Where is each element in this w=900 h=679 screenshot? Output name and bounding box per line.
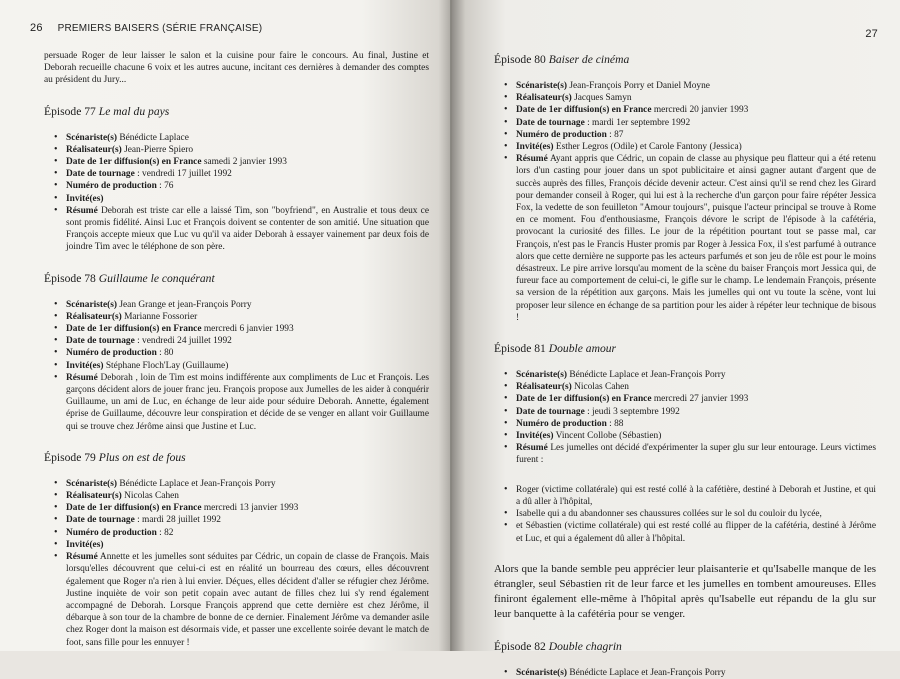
episode-79-heading bbox=[44, 450, 429, 465]
detail-item bbox=[44, 193, 429, 205]
detail-item bbox=[44, 514, 429, 526]
detail-label: Numéro de production bbox=[66, 527, 157, 538]
detail-item bbox=[44, 168, 429, 180]
detail-value: Bénédicte Laplace et Jean-François Porry bbox=[117, 478, 276, 489]
detail-item bbox=[44, 527, 429, 539]
episode-heading-title: Double amour bbox=[548, 342, 617, 356]
detail-label: Réalisateur(s) bbox=[66, 311, 122, 322]
detail-label: Date de 1er diffusion(s) en France bbox=[66, 503, 202, 514]
detail-value: Bénédicte Laplace et Jean-François Porry bbox=[567, 667, 726, 678]
episode-80-heading bbox=[494, 52, 876, 67]
episode-heading-number: Épisode 79 bbox=[44, 450, 96, 464]
detail-value: Jean Grange et jean-François Porry bbox=[117, 299, 252, 310]
detail-value: Annette et les jumelles sont séduites par Cédric, un copain de classe de François. Mais lorsqu'elles découvrent que celui-ci est en réalité un bourreau des cœurs, elles découvrent également que Roger n'a rien à lui envier. Déçues, elles décident d'aller se réfugier chez Jérôme. Justine inquiète de voir son petit copain avec autant de filles chez lui s'y rend également accompagné de Deborah. Lorsque François apprend que cette dernière est chez Jérôme, il débarque à son tour de la chambre de bonne de ce dernier. Finalement Jérôme va demander asile chez Roger dont la maison est désormais vide, et passer une excellente soirée devant le match de foot, sans fille pour les ennuyer ! bbox=[66, 552, 429, 648]
detail-value: mercredi 13 janvier 1993 bbox=[201, 503, 299, 514]
detail-label: Scénariste(s) bbox=[66, 299, 118, 310]
detail-value: Ayant appris que Cédric, un copain de classe au physique peu flatteur qui a été retenu lors d'un casting pour jouer dans un spot publicitaire et ainsi gagner autant d'argent que de succès auprès des filles, François décide devenir acteur. C'est ainsi qu'il se rend chez les Girard pour demander conseil à Roger, qui lui est à la recherche d'un garçon pour faire répéter Jessica Fox, la vedette de son feuilleton "Amour toujours", puisque l'acteur principal se trouve à Rome en ce moment. Fou d'enthousiasme, François dévore le script de l'épisode à la cafétéria, provocant la curiosité des filles. Le jour de la répétition pourtant tout se passe mal, car François, n'est pas le Francis Huster promis par Roger à Jessica Fox, il s'est parfumé à outrance alors que cette dernière ne supporte pas les acteurs parfumés et son jeu de rôle est pour le moins désastreux. Le pire arrive lorsqu'au moment de la scène du baiser François mort Jessica qui, de fureur face au comportement de celui-ci, le gifle sur le champ. Le lendemain François, présente sa version de la répétition aux garçons. Mais les jumelles qui ont vu toute la scène, vont lui proposer leur silence en échange de sa partition pour les aider à répéter leur technique de bisous ! bbox=[516, 154, 876, 323]
detail-value: : mardi 1er septembre 1992 bbox=[584, 117, 691, 128]
detail-value: Nicolas Cahen bbox=[121, 491, 179, 502]
detail-label: Date de 1er diffusion(s) en France bbox=[66, 324, 202, 335]
detail-label: Invité(es) bbox=[66, 193, 104, 204]
detail-label: Date de 1er diffusion(s) en France bbox=[66, 157, 202, 168]
detail-value: Bénédicte Laplace bbox=[117, 132, 189, 143]
episode-77-details bbox=[44, 132, 429, 254]
detail-value: Jacques Samyn bbox=[571, 93, 632, 104]
detail-label: Numéro de production bbox=[516, 418, 607, 429]
detail-item bbox=[494, 104, 876, 116]
detail-label: Invité(es) bbox=[516, 142, 554, 153]
detail-item bbox=[44, 502, 429, 514]
detail-value: Jean-Pierre Spiero bbox=[121, 144, 194, 155]
detail-item bbox=[44, 132, 429, 144]
detail-item bbox=[44, 205, 429, 254]
intro-paragraph: persuade Roger de leur laisser le salon et la cuisine pour faire le concours. Au final, Justine et Deborah recueille chacune 6 voix et les autres aucune, incitant ces dernières à demander des comptes au président du Jury... bbox=[44, 51, 429, 86]
detail-item bbox=[494, 92, 876, 104]
detail-item bbox=[44, 478, 429, 490]
detail-label: Scénariste(s) bbox=[66, 132, 118, 143]
episode-78-heading bbox=[44, 271, 429, 286]
episode-heading-title: Baiser de cinéma bbox=[548, 53, 630, 66]
detail-item bbox=[44, 311, 429, 323]
detail-item bbox=[44, 490, 429, 502]
detail-item bbox=[44, 335, 429, 347]
victims-list bbox=[494, 484, 876, 545]
detail-label: Invité(es) bbox=[66, 360, 104, 371]
episode-heading-title: Le mal du pays bbox=[98, 104, 170, 118]
detail-label: Numéro de production bbox=[66, 181, 157, 192]
episode-heading-title: Guillaume le conquérant bbox=[98, 271, 215, 285]
detail-label: Résumé bbox=[66, 552, 98, 563]
detail-label: Résumé bbox=[516, 443, 548, 454]
detail-label: Date de tournage bbox=[66, 169, 135, 180]
left-page bbox=[0, 0, 452, 651]
detail-label: Date de tournage bbox=[66, 336, 135, 347]
detail-value: : 80 bbox=[156, 348, 174, 359]
detail-item bbox=[44, 323, 429, 335]
detail-value: Esther Legros (Odile) et Carole Fantony (Jessica) bbox=[553, 142, 742, 153]
episode-81-heading bbox=[494, 341, 876, 356]
detail-label: Scénariste(s) bbox=[66, 478, 118, 489]
detail-value: : 82 bbox=[156, 527, 174, 538]
detail-item bbox=[494, 430, 876, 442]
detail-item bbox=[44, 156, 429, 168]
detail-value: : 88 bbox=[606, 418, 624, 429]
detail-value: mercredi 27 janvier 1993 bbox=[651, 394, 749, 405]
detail-value: Jean-François Porry et Daniel Moyne bbox=[567, 81, 710, 91]
detail-value: Vincent Collobe (Sébastien) bbox=[553, 431, 662, 442]
detail-label: Réalisateur(s) bbox=[516, 382, 572, 393]
detail-label: Résumé bbox=[66, 205, 98, 216]
detail-label: Date de tournage bbox=[516, 117, 585, 128]
detail-item bbox=[494, 406, 876, 418]
page-number: 26 bbox=[30, 22, 43, 34]
detail-value: samedi 2 janvier 1993 bbox=[201, 157, 287, 168]
detail-item bbox=[44, 551, 429, 649]
closing-paragraph: Alors que la bande semble peu apprécier leur plaisanterie et qu'Isabelle manque de les étrangler, seul Sébastien rit de leur farce et les jumelles en tombent amoureuses. Elles finiront également elle-même à l'hôpital après qu'Isabelle eut répandu de la glu sur leur banquette à la cafétéria pour se venger. bbox=[494, 562, 876, 620]
episode-80-details bbox=[494, 80, 876, 324]
detail-item bbox=[494, 393, 876, 405]
detail-item bbox=[44, 372, 429, 433]
detail-item bbox=[44, 299, 429, 311]
episode-heading-title: Plus on est de fous bbox=[98, 450, 186, 464]
detail-label: Résumé bbox=[66, 372, 98, 383]
detail-value: : vendredi 17 juillet 1992 bbox=[134, 169, 232, 180]
detail-value: mercredi 6 janvier 1993 bbox=[201, 324, 294, 335]
episode-82-details bbox=[494, 667, 876, 679]
episode-77-heading bbox=[44, 104, 429, 119]
detail-value: Marianne Fossorier bbox=[121, 311, 198, 322]
detail-item bbox=[494, 442, 876, 466]
detail-value: Bénédicte Laplace et Jean-François Porry bbox=[567, 370, 726, 381]
detail-value: : 76 bbox=[156, 181, 174, 192]
detail-value: Deborah , loin de Tim est moins indifférente aux compliments de Luc et François. Les garçons décident alors de jouer franc jeu. François propose aux Jumelles de les aider à conquérir Guillaume, un ami de Luc, en échange de leur aide pour séduire Deborah. Annette, également éprise de Guillaume, découvre leur conspiration et décide de se venger en allant voir Guillaume qui se trouve chez Jérôme ainsi que Justine et Luc. bbox=[66, 372, 429, 432]
right-page bbox=[452, 0, 900, 678]
detail-label: Scénariste(s) bbox=[516, 667, 568, 678]
episode-81-details bbox=[494, 369, 876, 467]
detail-label: Réalisateur(s) bbox=[516, 93, 572, 104]
running-head bbox=[30, 22, 262, 34]
victim-item: • Roger (victime collatérale) qui est resté collé à la cafétière, destiné à Deborah et Justine, et qui a dû aller à l'hôpital, bbox=[494, 484, 876, 508]
detail-label: Réalisateur(s) bbox=[66, 144, 122, 155]
page-number: 27 bbox=[865, 28, 878, 40]
detail-label: Scénariste(s) bbox=[516, 370, 568, 381]
episode-78-details bbox=[44, 299, 429, 433]
victim-item: • Isabelle qui a du abandonner ses chaussures collées sur le sol du couloir du lycée, bbox=[494, 508, 876, 520]
detail-item bbox=[44, 360, 429, 372]
detail-label: Invité(es) bbox=[516, 431, 554, 442]
detail-item bbox=[494, 141, 876, 153]
running-head-title: PREMIERS BAISERS (SÉRIE FRANÇAISE) bbox=[57, 23, 263, 34]
detail-value: : 87 bbox=[606, 129, 624, 140]
right-page-content bbox=[494, 52, 876, 679]
detail-item bbox=[494, 418, 876, 430]
victim-item: • et Sébastien (victime collatérale) qui est resté collé au flipper de la cafétéria, destiné à Jérôme et Luc, et qui a également dû aller à l'hôpital. bbox=[494, 520, 876, 544]
detail-value: Les jumelles ont décidé d'expérimenter la super glu sur leur entourage. Leurs victimes furent : bbox=[516, 443, 876, 466]
left-page-content bbox=[44, 50, 429, 649]
episode-heading-number: Épisode 81 bbox=[494, 342, 546, 356]
detail-item bbox=[494, 129, 876, 141]
detail-value: : jeudi 3 septembre 1992 bbox=[584, 406, 680, 417]
detail-label: Numéro de production bbox=[516, 129, 607, 140]
detail-value: Deborah est triste car elle a laissé Tim, son "boyfriend", en Australie et tous deux ce sont promis fidélité. Ainsi Luc et François doivent se contenter de son amitié. Une situation que François accepte mieux que Luc vu qu'il va aider Deborah à essayer vainement par deux fois de joindre Tim avec le téléphone de son père. bbox=[66, 205, 429, 253]
detail-label: Date de 1er diffusion(s) en France bbox=[516, 105, 652, 116]
detail-label: Date de tournage bbox=[516, 406, 585, 417]
detail-label: Invité(es) bbox=[66, 539, 104, 550]
detail-item bbox=[44, 144, 429, 156]
episode-heading-number: Épisode 80 bbox=[494, 53, 546, 66]
detail-label: Réalisateur(s) bbox=[66, 491, 122, 502]
episode-heading-number: Épisode 78 bbox=[44, 271, 96, 285]
detail-label: Résumé bbox=[516, 154, 548, 165]
detail-label: Scénariste(s) bbox=[516, 81, 568, 91]
detail-value: mercredi 20 janvier 1993 bbox=[651, 105, 749, 116]
detail-label: Date de 1er diffusion(s) en France bbox=[516, 394, 652, 405]
detail-item bbox=[494, 369, 876, 381]
detail-item bbox=[494, 153, 876, 324]
episode-79-details bbox=[44, 478, 429, 649]
detail-item bbox=[494, 117, 876, 129]
detail-value: Stéphane Floch'Lay (Guillaume) bbox=[103, 360, 229, 371]
detail-item bbox=[494, 80, 876, 92]
episode-heading-number: Épisode 82 bbox=[494, 639, 546, 653]
episode-82-heading bbox=[494, 639, 876, 654]
detail-item bbox=[44, 347, 429, 359]
detail-item bbox=[494, 667, 876, 679]
detail-value: : vendredi 24 juillet 1992 bbox=[134, 336, 232, 347]
detail-item bbox=[44, 180, 429, 192]
detail-item bbox=[494, 381, 876, 393]
episode-heading-number: Épisode 77 bbox=[44, 104, 96, 118]
detail-item bbox=[44, 539, 429, 551]
detail-value: Nicolas Cahen bbox=[571, 382, 629, 393]
detail-label: Date de tournage bbox=[66, 515, 135, 526]
detail-label: Numéro de production bbox=[66, 348, 157, 359]
episode-heading-title: Double chagrin bbox=[548, 639, 622, 653]
detail-value: : mardi 28 juillet 1992 bbox=[134, 515, 221, 526]
